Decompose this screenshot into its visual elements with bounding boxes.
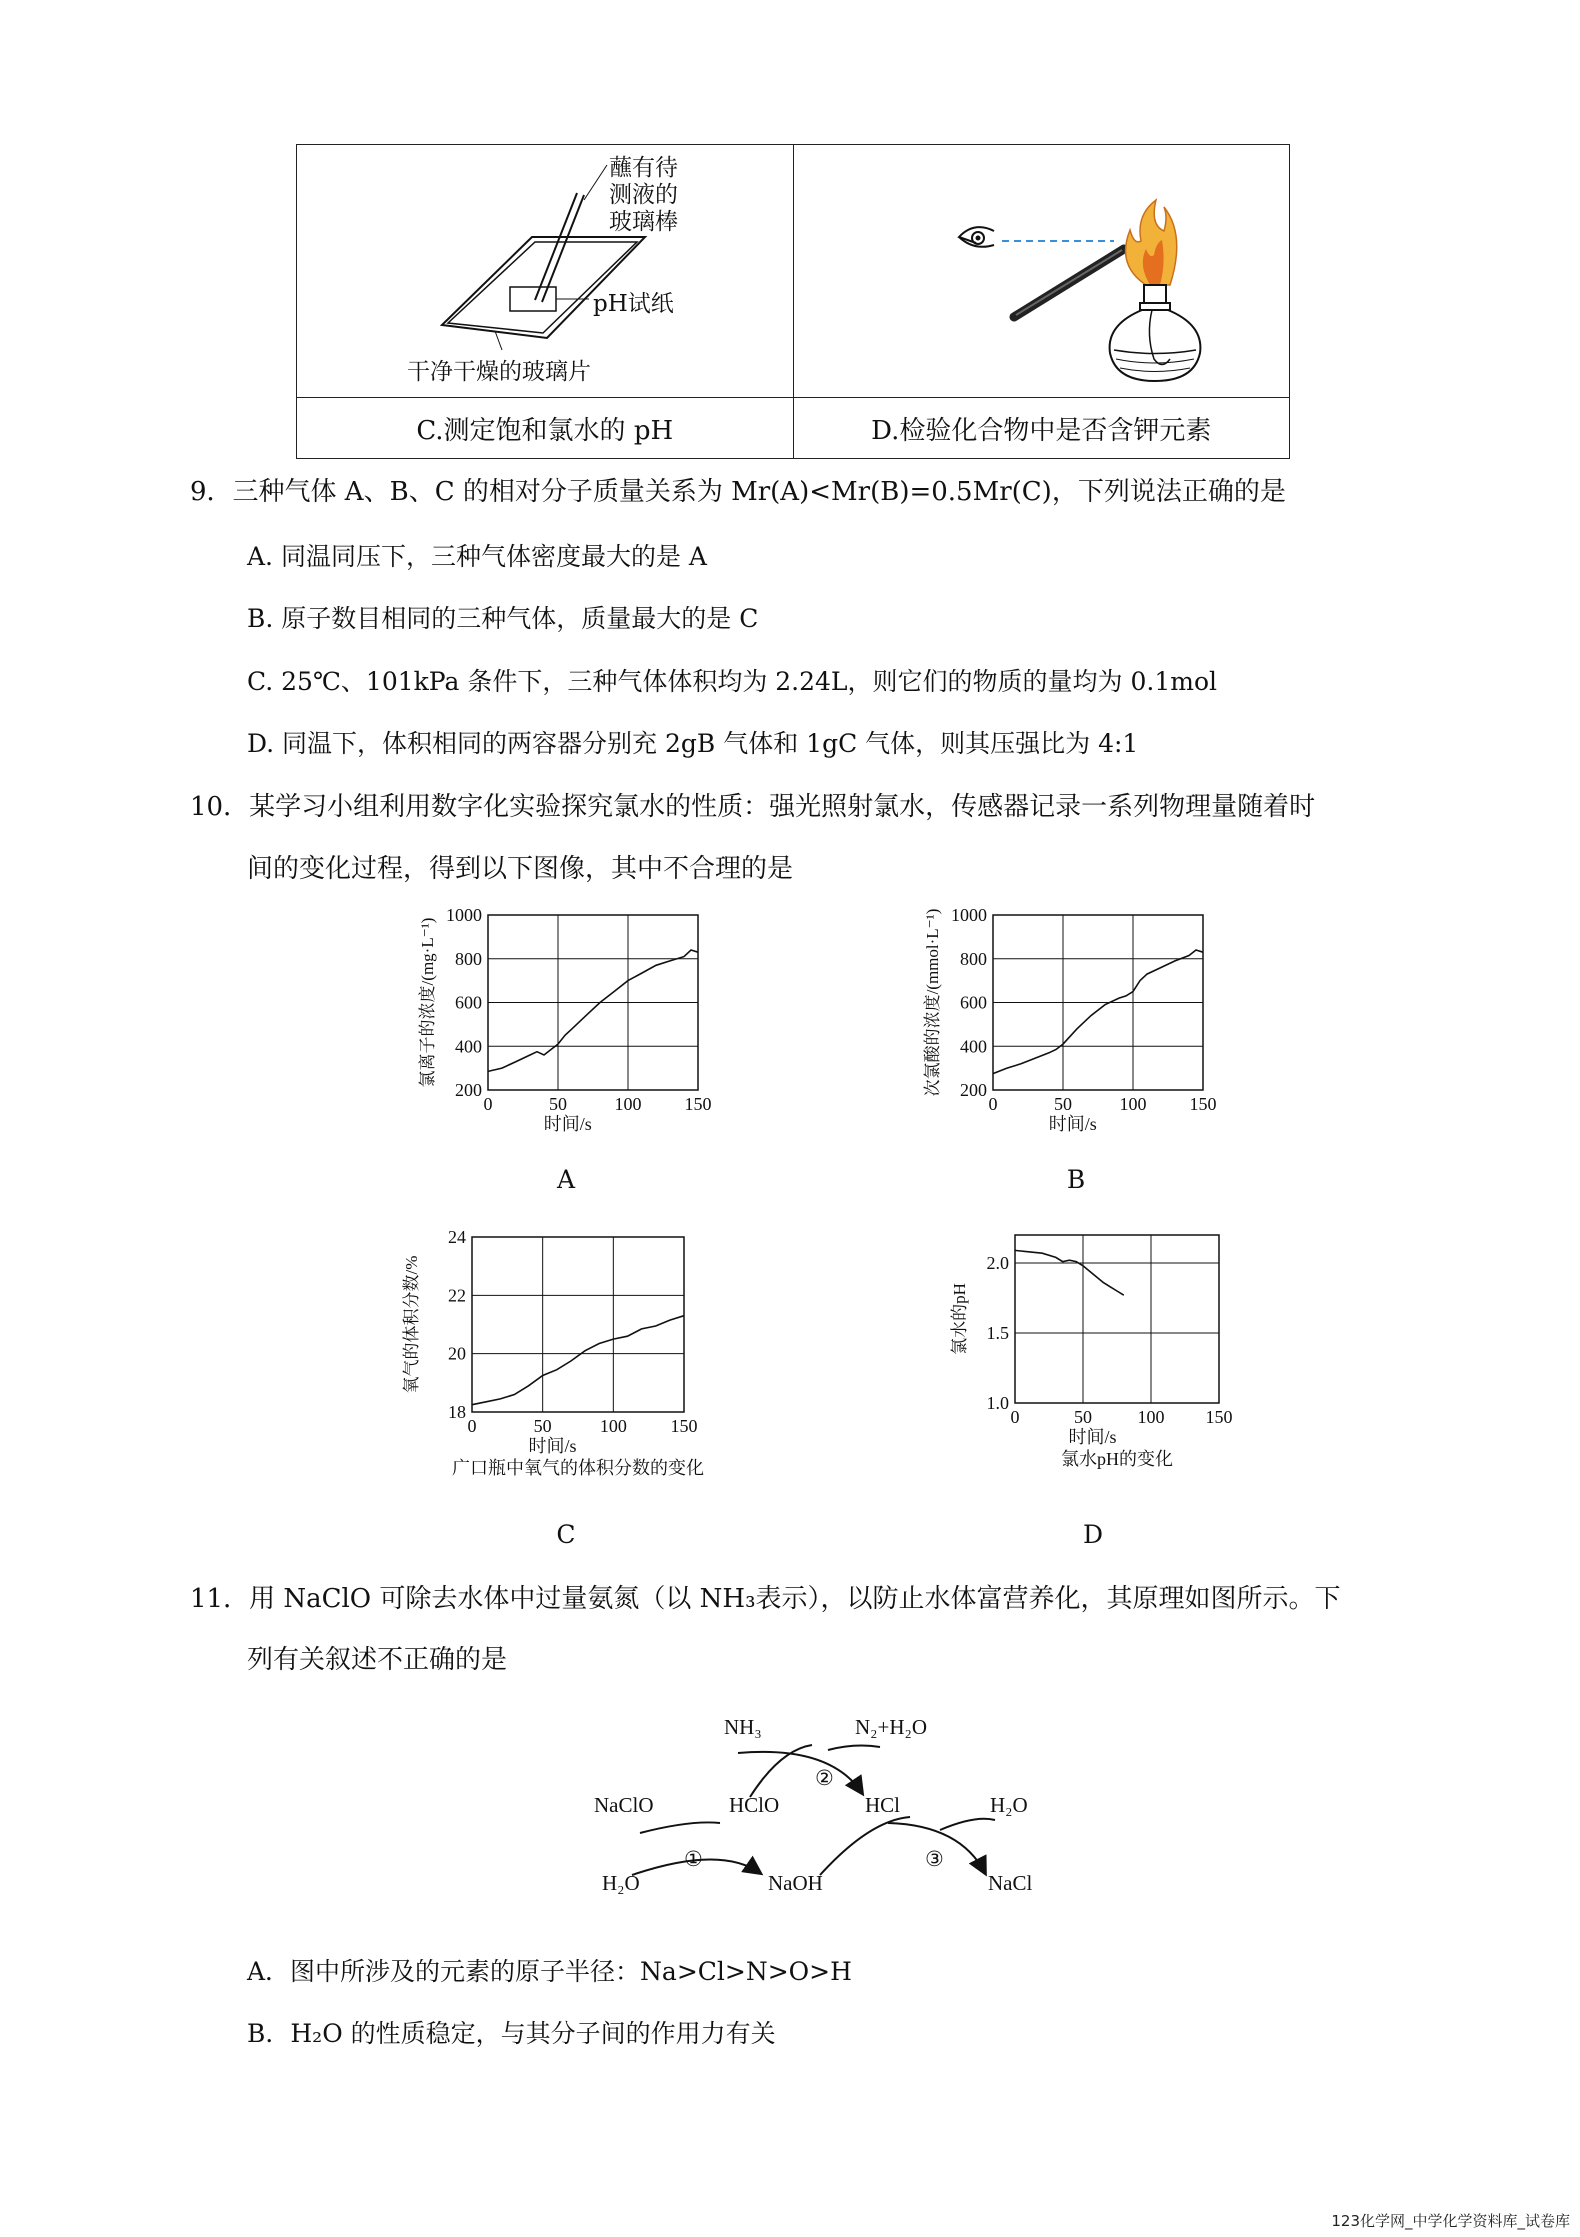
y-tick-label: 24 <box>448 1227 466 1247</box>
x-tick-label: 50 <box>549 1094 567 1114</box>
y-tick-label: 18 <box>448 1402 466 1422</box>
node-nh3: NH₃ <box>724 1715 762 1739</box>
x-tick-label: 150 <box>684 1094 712 1114</box>
node-nacl: NaCl <box>988 1871 1033 1895</box>
y-tick-label: 800 <box>455 948 482 969</box>
plot-frame <box>472 1237 684 1412</box>
series-line <box>488 950 698 1071</box>
y-tick-label: 400 <box>455 1036 482 1057</box>
glass-rod-icon <box>1014 249 1124 317</box>
x-tick-label: 150 <box>1189 1094 1217 1114</box>
flame-test-illustration <box>794 145 1287 397</box>
y-tick-label: 20 <box>448 1343 466 1364</box>
q11-option-b: B．H₂O 的性质稳定，与其分子间的作用力有关 <box>247 2019 776 2048</box>
y-tick-label: 600 <box>960 992 987 1013</box>
x-axis-label: 时间/s <box>1068 1427 1117 1447</box>
y-tick-label: 400 <box>960 1036 987 1057</box>
y-axis-label: 次氯酸的浓度/(mmol·L⁻¹) <box>923 908 942 1097</box>
node-h2o-in: H₂O <box>602 1871 640 1895</box>
step-2: ② <box>815 1766 834 1790</box>
chart-d-label: D <box>1082 1520 1104 1549</box>
arrow-3-left <box>820 1817 910 1875</box>
node-n2-h2o: N₂+H₂O <box>855 1715 927 1739</box>
y-axis-label: 氯离子的浓度/(mg·L⁻¹) <box>418 917 437 1088</box>
x-axis-label: 时间/s <box>528 1436 577 1456</box>
x-tick-label: 0 <box>1010 1407 1020 1427</box>
q10-stem-line1: 10．某学习小组利用数字化实验探究氯水的性质：强光照射氯水，传感器记录一系列物理量随着时 <box>190 792 1316 822</box>
q8-table <box>296 144 1290 459</box>
node-h2o-out: H₂O <box>990 1793 1028 1817</box>
y-tick-label: 2.0 <box>986 1253 1009 1273</box>
y-tick-label: 200 <box>455 1080 482 1100</box>
q8-caption-d: D.检验化合物中是否含钾元素 <box>793 398 1290 459</box>
q11-stem-line2: 列有关叙述不正确的是 <box>247 1645 508 1675</box>
chart-b <box>905 905 1245 1150</box>
x-tick-label: 100 <box>1119 1094 1147 1114</box>
q11-option-a: A．图中所涉及的元素的原子半径：Na>Cl>N>O>H <box>247 1957 852 1986</box>
step-3: ③ <box>925 1847 944 1871</box>
y-tick-label: 1.5 <box>986 1323 1009 1343</box>
y-tick-label: 600 <box>455 992 482 1013</box>
q8-cell-d-figure <box>793 145 1290 398</box>
y-tick-label: 800 <box>960 948 987 969</box>
y-tick-label: 1000 <box>446 905 482 925</box>
y-tick-label: 1000 <box>951 905 987 925</box>
x-axis-label: 时间/s <box>1048 1114 1097 1134</box>
chart-d <box>905 1225 1245 1485</box>
ph-paper-label: pH试纸 <box>593 291 674 317</box>
series-line <box>472 1316 684 1405</box>
series-line <box>993 950 1203 1074</box>
x-tick-label: 50 <box>1054 1094 1072 1114</box>
q9-option-c: C. 25℃、101kPa 条件下，三种气体体积均为 2.24L，则它们的物质的量均为 0.1mol <box>247 667 1217 696</box>
node-naoh: NaOH <box>768 1871 823 1895</box>
x-tick-label: 50 <box>533 1416 552 1436</box>
chart-caption: 氯水pH的变化 <box>1061 1449 1173 1469</box>
y-axis-label: 氯水的pH <box>950 1283 969 1355</box>
chart-c <box>400 1225 740 1485</box>
alcohol-lamp-icon <box>1109 285 1200 381</box>
glass-rod-icon <box>535 193 577 300</box>
x-tick-label: 150 <box>1205 1407 1233 1427</box>
chart-caption: 广口瓶中氧气的体积分数的变化 <box>452 1458 704 1478</box>
chart-b-label: B <box>1066 1165 1086 1194</box>
x-axis-label: 时间/s <box>543 1114 592 1134</box>
x-tick-label: 150 <box>670 1416 698 1436</box>
ph-paper-icon <box>510 287 556 311</box>
y-tick-label: 200 <box>960 1080 987 1100</box>
step-1: ① <box>684 1847 703 1871</box>
flame-icon <box>1125 200 1176 285</box>
arrow-3-right <box>940 1819 995 1830</box>
x-tick-label: 100 <box>614 1094 642 1114</box>
x-tick-label: 0 <box>483 1094 493 1114</box>
footer-watermark: 123化学网_中学化学资料库_试卷库 <box>1331 2212 1570 2230</box>
eye-icon <box>959 227 994 247</box>
x-tick-label: 0 <box>467 1416 477 1436</box>
q11-stem-line1: 11．用 NaClO 可除去水体中过量氨氮（以 NH₃表示），以防止水体富营养化，其原理如图所示。下 <box>190 1584 1341 1614</box>
series-line <box>1015 1250 1124 1295</box>
chart-c-label: C <box>556 1520 576 1549</box>
x-tick-label: 100 <box>1137 1407 1165 1427</box>
rod-label: 蘸有待 测液的 玻璃棒 <box>609 155 678 235</box>
y-tick-label: 1.0 <box>986 1393 1009 1413</box>
chart-a-label: A <box>556 1165 576 1194</box>
arrow-1-top <box>640 1822 720 1833</box>
q10-stem-line2: 间的变化过程，得到以下图像，其中不合理的是 <box>247 854 794 884</box>
node-hclo: HClO <box>729 1793 780 1817</box>
q9-stem: 9．三种气体 A、B、C 的相对分子质量关系为 Mr(A)<Mr(B)=0.5Mr(C)，下列说法正确的是 <box>190 477 1286 507</box>
q8-cell-c-figure <box>297 145 794 398</box>
q8-caption-c: C.测定饱和氯水的 pH <box>297 398 794 459</box>
y-tick-label: 22 <box>448 1285 466 1306</box>
reaction-diagram <box>580 1705 1060 1905</box>
y-axis-label: 氧气的体积分数/% <box>402 1255 421 1394</box>
q9-option-a: A. 同温同压下，三种气体密度最大的是 A <box>247 542 707 571</box>
x-tick-label: 50 <box>1074 1407 1092 1427</box>
node-hcl: HCl <box>865 1793 901 1817</box>
plot-frame <box>1015 1235 1219 1403</box>
chart-a <box>400 905 740 1150</box>
node-naclo: NaClO <box>594 1793 654 1817</box>
q9-option-d: D. 同温下，体积相同的两容器分别充 2gB 气体和 1gC 气体，则其压强比为 4:1 <box>247 729 1139 758</box>
x-tick-label: 0 <box>988 1094 998 1114</box>
arrow-2-right <box>828 1746 880 1750</box>
q9-option-b: B. 原子数目相同的三种气体，质量最大的是 C <box>247 604 759 633</box>
glass-slide-label: 干净干燥的玻璃片 <box>407 359 591 385</box>
x-tick-label: 100 <box>599 1416 627 1436</box>
